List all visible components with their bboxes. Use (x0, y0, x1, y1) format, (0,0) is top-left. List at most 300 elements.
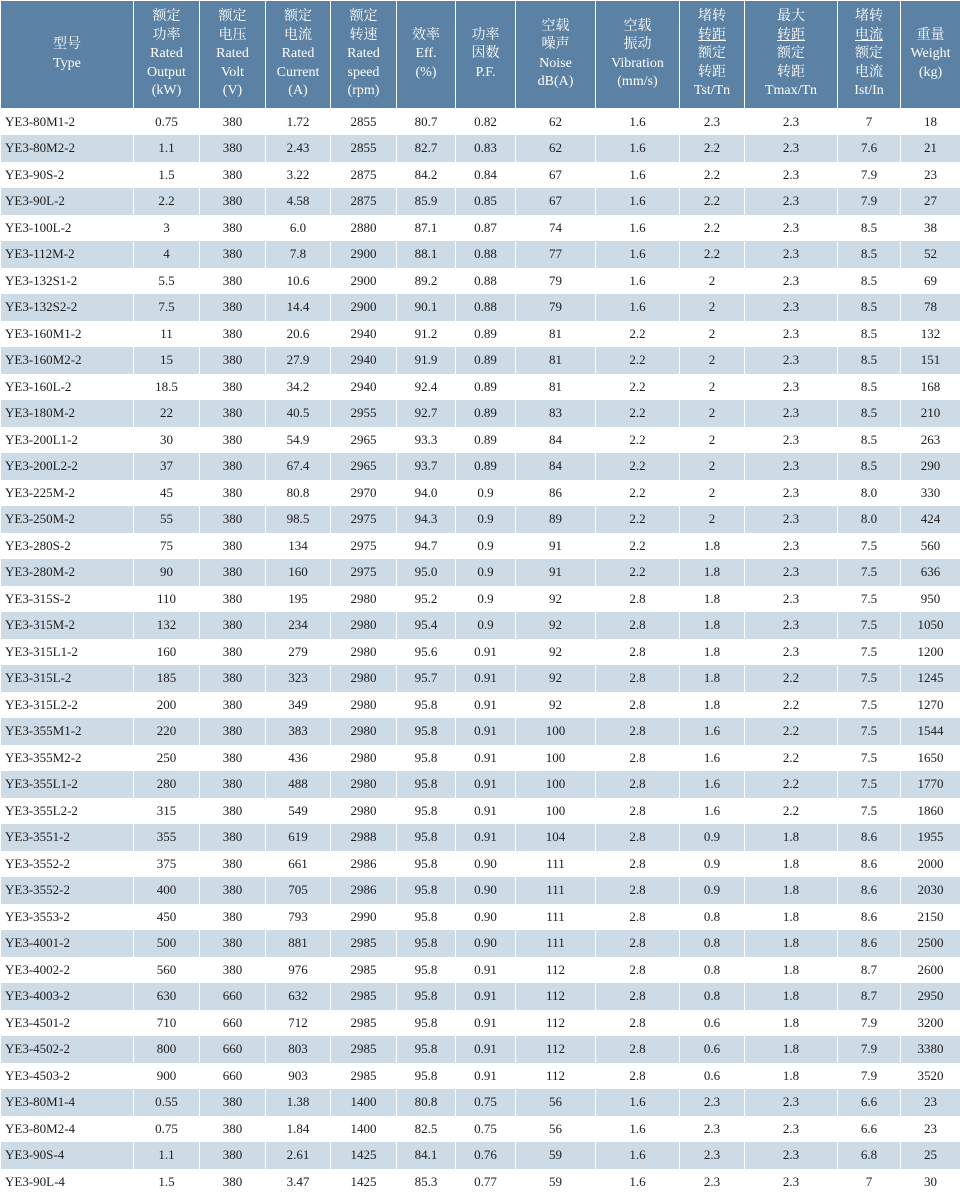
table-cell: 2980 (331, 586, 397, 613)
table-cell: 25 (901, 1142, 960, 1169)
table-cell: 91 (516, 559, 596, 586)
table-cell: 8.5 (838, 400, 901, 427)
table-cell: 0.91 (456, 745, 516, 772)
table-cell: 2.3 (680, 1169, 745, 1196)
header-line: 电压 (218, 27, 247, 43)
table-cell: 8.7 (838, 983, 901, 1010)
table-cell: 1.6 (596, 294, 680, 321)
table-row (1, 612, 960, 639)
table-row (1, 983, 960, 1010)
table-row (1, 188, 960, 215)
table-cell: 0.75 (134, 109, 200, 136)
table-cell: 134 (266, 533, 331, 560)
table-cell: 111 (516, 930, 596, 957)
table-cell: 2.8 (596, 824, 680, 851)
table-cell: 383 (266, 718, 331, 745)
table-cell: 660 (200, 1036, 266, 1063)
model-type-cell: YE3-4001-2 (1, 930, 134, 957)
table-cell: 7.5 (838, 692, 901, 719)
table-cell: 7.5 (838, 559, 901, 586)
table-cell: 8.5 (838, 453, 901, 480)
table-cell: 2900 (331, 268, 397, 295)
table-cell: 2.8 (596, 983, 680, 1010)
table-cell: 0.84 (456, 162, 516, 189)
table-cell: 8.0 (838, 480, 901, 507)
table-cell: 0.83 (456, 135, 516, 162)
table-cell: 7.5 (838, 639, 901, 666)
table-cell: 2.3 (745, 135, 838, 162)
table-cell: 380 (200, 268, 266, 295)
table-cell: 2.3 (745, 1142, 838, 1169)
table-cell: 2.3 (745, 241, 838, 268)
table-cell: 8.5 (838, 321, 901, 348)
table-cell: 78 (901, 294, 960, 321)
table-cell: 0.90 (456, 904, 516, 931)
table-cell: 2.2 (596, 453, 680, 480)
table-cell: 2 (680, 347, 745, 374)
table-cell: 1.6 (596, 215, 680, 242)
table-row (1, 559, 960, 586)
table-cell: 619 (266, 824, 331, 851)
table-cell: 82.5 (397, 1116, 456, 1143)
model-type-cell: YE3-4503-2 (1, 1063, 134, 1090)
table-cell: 2.3 (680, 1116, 745, 1143)
table-cell: 8.5 (838, 347, 901, 374)
table-cell: 112 (516, 1010, 596, 1037)
header-line: 效率 (412, 27, 440, 43)
table-cell: 80.8 (397, 1089, 456, 1116)
table-row (1, 1063, 960, 1090)
table-cell: 95.8 (397, 983, 456, 1010)
table-cell: 7.9 (838, 162, 901, 189)
column-header-0 (1, 1, 134, 109)
table-cell: 5.5 (134, 268, 200, 295)
table-cell: 8.6 (838, 904, 901, 931)
header-line: speed (347, 64, 380, 80)
header-line: 额定 (698, 46, 726, 62)
table-cell: 380 (200, 215, 266, 242)
table-cell: 380 (200, 718, 266, 745)
table-cell: 111 (516, 904, 596, 931)
table-cell: 1.6 (596, 1116, 680, 1143)
table-cell: 100 (516, 718, 596, 745)
table-cell: 2.8 (596, 1010, 680, 1037)
table-cell: 95.8 (397, 1010, 456, 1037)
table-cell: 661 (266, 851, 331, 878)
model-type-cell: YE3-315L1-2 (1, 639, 134, 666)
table-cell: 0.91 (456, 798, 516, 825)
table-cell: 7.5 (838, 586, 901, 613)
table-cell: 95.6 (397, 639, 456, 666)
table-cell: 0.91 (456, 1036, 516, 1063)
table-cell: 2.3 (745, 506, 838, 533)
table-cell: 14.4 (266, 294, 331, 321)
table-cell: 0.89 (456, 400, 516, 427)
table-cell: 8.5 (838, 294, 901, 321)
table-cell: 8.6 (838, 930, 901, 957)
table-cell: 2.2 (134, 188, 200, 215)
table-cell: 1.8 (745, 1010, 838, 1037)
table-cell: 132 (134, 612, 200, 639)
table-cell: 0.9 (680, 851, 745, 878)
table-cell: 1.8 (680, 586, 745, 613)
table-cell: 1.84 (266, 1116, 331, 1143)
table-cell: 84 (516, 427, 596, 454)
table-cell: 10.6 (266, 268, 331, 295)
table-cell: 1.8 (745, 851, 838, 878)
model-type-cell: YE3-225M-2 (1, 480, 134, 507)
table-cell: 903 (266, 1063, 331, 1090)
table-cell: 380 (200, 1116, 266, 1143)
table-cell: 0.9 (456, 506, 516, 533)
table-cell: 7.8 (266, 241, 331, 268)
table-cell: 1.6 (596, 268, 680, 295)
table-cell: 2988 (331, 824, 397, 851)
table-cell: 2.8 (596, 745, 680, 772)
table-cell: 2.3 (745, 427, 838, 454)
table-cell: 2950 (901, 983, 960, 1010)
table-cell: 2.3 (745, 321, 838, 348)
table-cell: 380 (200, 321, 266, 348)
table-cell: 34.2 (266, 374, 331, 401)
table-cell: 8.5 (838, 268, 901, 295)
table-cell: 100 (516, 798, 596, 825)
table-cell: 1860 (901, 798, 960, 825)
table-cell: 279 (266, 639, 331, 666)
model-type-cell: YE3-132S1-2 (1, 268, 134, 295)
table-cell: 2900 (331, 241, 397, 268)
table-cell: 1.6 (680, 718, 745, 745)
table-cell: 2.61 (266, 1142, 331, 1169)
table-cell: 380 (200, 692, 266, 719)
table-row (1, 1036, 960, 1063)
table-cell: 380 (200, 109, 266, 136)
table-cell: 2940 (331, 321, 397, 348)
model-type-cell: YE3-200L2-2 (1, 453, 134, 480)
table-cell: 500 (134, 930, 200, 957)
table-cell: 2.8 (596, 665, 680, 692)
table-cell: 45 (134, 480, 200, 507)
table-cell: 2.3 (680, 1142, 745, 1169)
table-cell: 2.3 (745, 1116, 838, 1143)
table-cell: 2955 (331, 400, 397, 427)
table-cell: 93.3 (397, 427, 456, 454)
table-cell: 2.3 (745, 268, 838, 295)
table-cell: 59 (516, 1169, 596, 1196)
model-type-cell: YE3-90S-4 (1, 1142, 134, 1169)
table-cell: 2980 (331, 798, 397, 825)
table-cell: 8.6 (838, 824, 901, 851)
model-type-cell: YE3-315L2-2 (1, 692, 134, 719)
table-cell: 0.82 (456, 109, 516, 136)
table-cell: 112 (516, 957, 596, 984)
table-cell: 0.6 (680, 1036, 745, 1063)
table-cell: 1400 (331, 1116, 397, 1143)
header-line: Vibration (611, 55, 664, 71)
table-cell: 0.91 (456, 771, 516, 798)
table-cell: 2150 (901, 904, 960, 931)
table-cell: 69 (901, 268, 960, 295)
table-cell: 2 (680, 374, 745, 401)
table-cell: 27 (901, 188, 960, 215)
table-cell: 0.9 (456, 612, 516, 639)
table-cell: 1.6 (596, 135, 680, 162)
header-line: 转距 (777, 64, 805, 80)
table-cell: 1.8 (745, 877, 838, 904)
table-cell: 2.2 (596, 400, 680, 427)
table-cell: 2965 (331, 453, 397, 480)
model-type-cell: YE3-80M2-2 (1, 135, 134, 162)
table-cell: 2.3 (745, 533, 838, 560)
model-type-cell: YE3-160L-2 (1, 374, 134, 401)
table-cell: 2875 (331, 162, 397, 189)
table-cell: 55 (134, 506, 200, 533)
header-line: Noise (539, 55, 572, 71)
table-cell: 2880 (331, 215, 397, 242)
table-cell: 0.6 (680, 1063, 745, 1090)
table-row (1, 639, 960, 666)
table-cell: 0.9 (680, 824, 745, 851)
table-cell: 92.4 (397, 374, 456, 401)
table-cell: 380 (200, 294, 266, 321)
table-cell: 2985 (331, 983, 397, 1010)
table-cell: 2.2 (745, 771, 838, 798)
table-cell: 84.2 (397, 162, 456, 189)
table-cell: 0.9 (456, 586, 516, 613)
table-cell: 1.8 (745, 1036, 838, 1063)
table-cell: 0.88 (456, 268, 516, 295)
table-cell: 7 (838, 109, 901, 136)
model-type-cell: YE3-100L-2 (1, 215, 134, 242)
table-cell: 95.8 (397, 904, 456, 931)
table-cell: 30 (134, 427, 200, 454)
table-cell: 200 (134, 692, 200, 719)
table-cell: 1425 (331, 1169, 397, 1196)
header-line: 振动 (623, 37, 652, 52)
table-cell: 380 (200, 241, 266, 268)
table-cell: 0.90 (456, 930, 516, 957)
table-cell: 7 (838, 1169, 901, 1196)
table-cell: 2.2 (680, 188, 745, 215)
table-cell: 424 (901, 506, 960, 533)
table-cell: 1.8 (680, 612, 745, 639)
table-cell: 234 (266, 612, 331, 639)
header-line: Tst/Tn (693, 83, 731, 99)
table-cell: 560 (134, 957, 200, 984)
table-cell: 23 (901, 1089, 960, 1116)
table-cell: 3.47 (266, 1169, 331, 1196)
table-cell: 89.2 (397, 268, 456, 295)
table-cell: 1955 (901, 824, 960, 851)
table-cell: 0.9 (456, 559, 516, 586)
table-cell: 2875 (331, 188, 397, 215)
table-cell: 95.0 (397, 559, 456, 586)
table-cell: 380 (200, 612, 266, 639)
header-line: 电流 (284, 27, 312, 43)
table-cell: 7.6 (838, 135, 901, 162)
table-cell: 92.7 (397, 400, 456, 427)
table-row (1, 241, 960, 268)
header-line: 电流 (855, 64, 883, 80)
table-cell: 380 (200, 559, 266, 586)
table-cell: 0.91 (456, 824, 516, 851)
table-cell: 2.8 (596, 612, 680, 639)
table-cell: 2.3 (745, 639, 838, 666)
table-cell: 3520 (901, 1063, 960, 1090)
table-cell: 87.1 (397, 215, 456, 242)
header-line: (%) (415, 64, 437, 80)
table-cell: 2.3 (745, 1089, 838, 1116)
table-cell: 84 (516, 453, 596, 480)
table-cell: 2980 (331, 692, 397, 719)
model-type-cell: YE3-90L-4 (1, 1169, 134, 1196)
table-cell: 400 (134, 877, 200, 904)
table-cell: 88.1 (397, 241, 456, 268)
table-cell: 2.2 (596, 427, 680, 454)
table-cell: 0.89 (456, 374, 516, 401)
table-row (1, 427, 960, 454)
table-cell: 0.9 (680, 877, 745, 904)
table-cell: 2.2 (596, 533, 680, 560)
table-cell: 210 (901, 400, 960, 427)
table-cell: 1.8 (745, 983, 838, 1010)
model-type-cell: YE3-4502-2 (1, 1036, 134, 1063)
table-cell: 380 (200, 639, 266, 666)
table-cell: 2965 (331, 427, 397, 454)
table-row (1, 1169, 960, 1196)
table-cell: 1.6 (596, 1142, 680, 1169)
model-type-cell: YE3-250M-2 (1, 506, 134, 533)
table-cell: 0.89 (456, 347, 516, 374)
table-cell: 7.5 (838, 718, 901, 745)
table-cell: 1.6 (596, 241, 680, 268)
table-cell: 27.9 (266, 347, 331, 374)
table-cell: 380 (200, 400, 266, 427)
table-cell: 2985 (331, 1010, 397, 1037)
table-cell: 67 (516, 188, 596, 215)
table-cell: 100 (516, 771, 596, 798)
table-cell: 7.9 (838, 1063, 901, 1090)
table-row (1, 692, 960, 719)
table-cell: 2985 (331, 957, 397, 984)
table-cell: 85.3 (397, 1169, 456, 1196)
table-cell: 330 (901, 480, 960, 507)
header-line: 电流 (855, 27, 883, 43)
header-line: Tmax/Tn (764, 83, 818, 99)
table-cell: 0.85 (456, 188, 516, 215)
table-cell: 2.8 (596, 718, 680, 745)
table-cell: 2.2 (745, 718, 838, 745)
table-cell: 900 (134, 1063, 200, 1090)
header-line: Weight (910, 46, 951, 62)
model-type-cell: YE3-355L2-2 (1, 798, 134, 825)
table-cell: 1544 (901, 718, 960, 745)
table-row (1, 347, 960, 374)
table-cell: 91.2 (397, 321, 456, 348)
table-cell: 0.77 (456, 1169, 516, 1196)
table-cell: 3380 (901, 1036, 960, 1063)
table-cell: 950 (901, 586, 960, 613)
table-cell: 380 (200, 745, 266, 772)
table-cell: 2.3 (745, 559, 838, 586)
table-cell: 8.6 (838, 851, 901, 878)
table-cell: 95.8 (397, 851, 456, 878)
model-type-cell: YE3-315M-2 (1, 612, 134, 639)
table-cell: 315 (134, 798, 200, 825)
table-cell: 2.3 (745, 453, 838, 480)
table-cell: 0.75 (456, 1116, 516, 1143)
table-cell: 95.8 (397, 824, 456, 851)
table-cell: 7.5 (838, 612, 901, 639)
table-cell: 2.3 (745, 162, 838, 189)
column-header-10 (745, 1, 838, 109)
table-cell: 0.91 (456, 1010, 516, 1037)
table-cell: 21 (901, 135, 960, 162)
table-cell: 95.7 (397, 665, 456, 692)
table-cell: 2.2 (596, 374, 680, 401)
table-cell: 2.3 (745, 612, 838, 639)
table-cell: 94.7 (397, 533, 456, 560)
header-line: 噪声 (541, 37, 570, 52)
table-cell: 8.5 (838, 241, 901, 268)
table-cell: 1.8 (745, 957, 838, 984)
table-cell: 62 (516, 109, 596, 136)
table-cell: 2000 (901, 851, 960, 878)
table-cell: 0.8 (680, 983, 745, 1010)
model-type-cell: YE3-3551-2 (1, 824, 134, 851)
table-cell: 660 (200, 1010, 266, 1037)
table-cell: 2.2 (596, 506, 680, 533)
table-cell: 2855 (331, 109, 397, 136)
table-cell: 1200 (901, 639, 960, 666)
table-cell: 380 (200, 1089, 266, 1116)
header-line: 堵转 (698, 9, 726, 25)
table-cell: 7.5 (838, 745, 901, 772)
table-cell: 15 (134, 347, 200, 374)
header-line: (kg) (918, 64, 943, 80)
column-header-7 (516, 1, 596, 109)
header-line: 转距 (777, 27, 805, 43)
model-type-cell: YE3-355M2-2 (1, 745, 134, 772)
table-cell: 2.2 (680, 215, 745, 242)
table-cell: 380 (200, 877, 266, 904)
table-cell: 1.8 (745, 930, 838, 957)
table-cell: 0.91 (456, 957, 516, 984)
table-cell: 0.89 (456, 427, 516, 454)
table-cell: 1650 (901, 745, 960, 772)
table-cell: 30 (901, 1169, 960, 1196)
table-cell: 436 (266, 745, 331, 772)
table-cell: 220 (134, 718, 200, 745)
table-cell: 803 (266, 1036, 331, 1063)
model-type-cell: YE3-315L-2 (1, 665, 134, 692)
table-cell: 380 (200, 930, 266, 957)
table-cell: 132 (901, 321, 960, 348)
table-row (1, 824, 960, 851)
table-cell: 94.3 (397, 506, 456, 533)
table-cell: 660 (200, 983, 266, 1010)
model-type-cell: YE3-4003-2 (1, 983, 134, 1010)
table-cell: 2 (680, 427, 745, 454)
header-line: (A) (288, 83, 308, 99)
header-line: Rated (347, 46, 380, 62)
table-cell: 380 (200, 480, 266, 507)
table-cell: 20.6 (266, 321, 331, 348)
table-cell: 98.5 (266, 506, 331, 533)
table-cell: 94.0 (397, 480, 456, 507)
table-row (1, 135, 960, 162)
table-cell: 1.8 (745, 1063, 838, 1090)
